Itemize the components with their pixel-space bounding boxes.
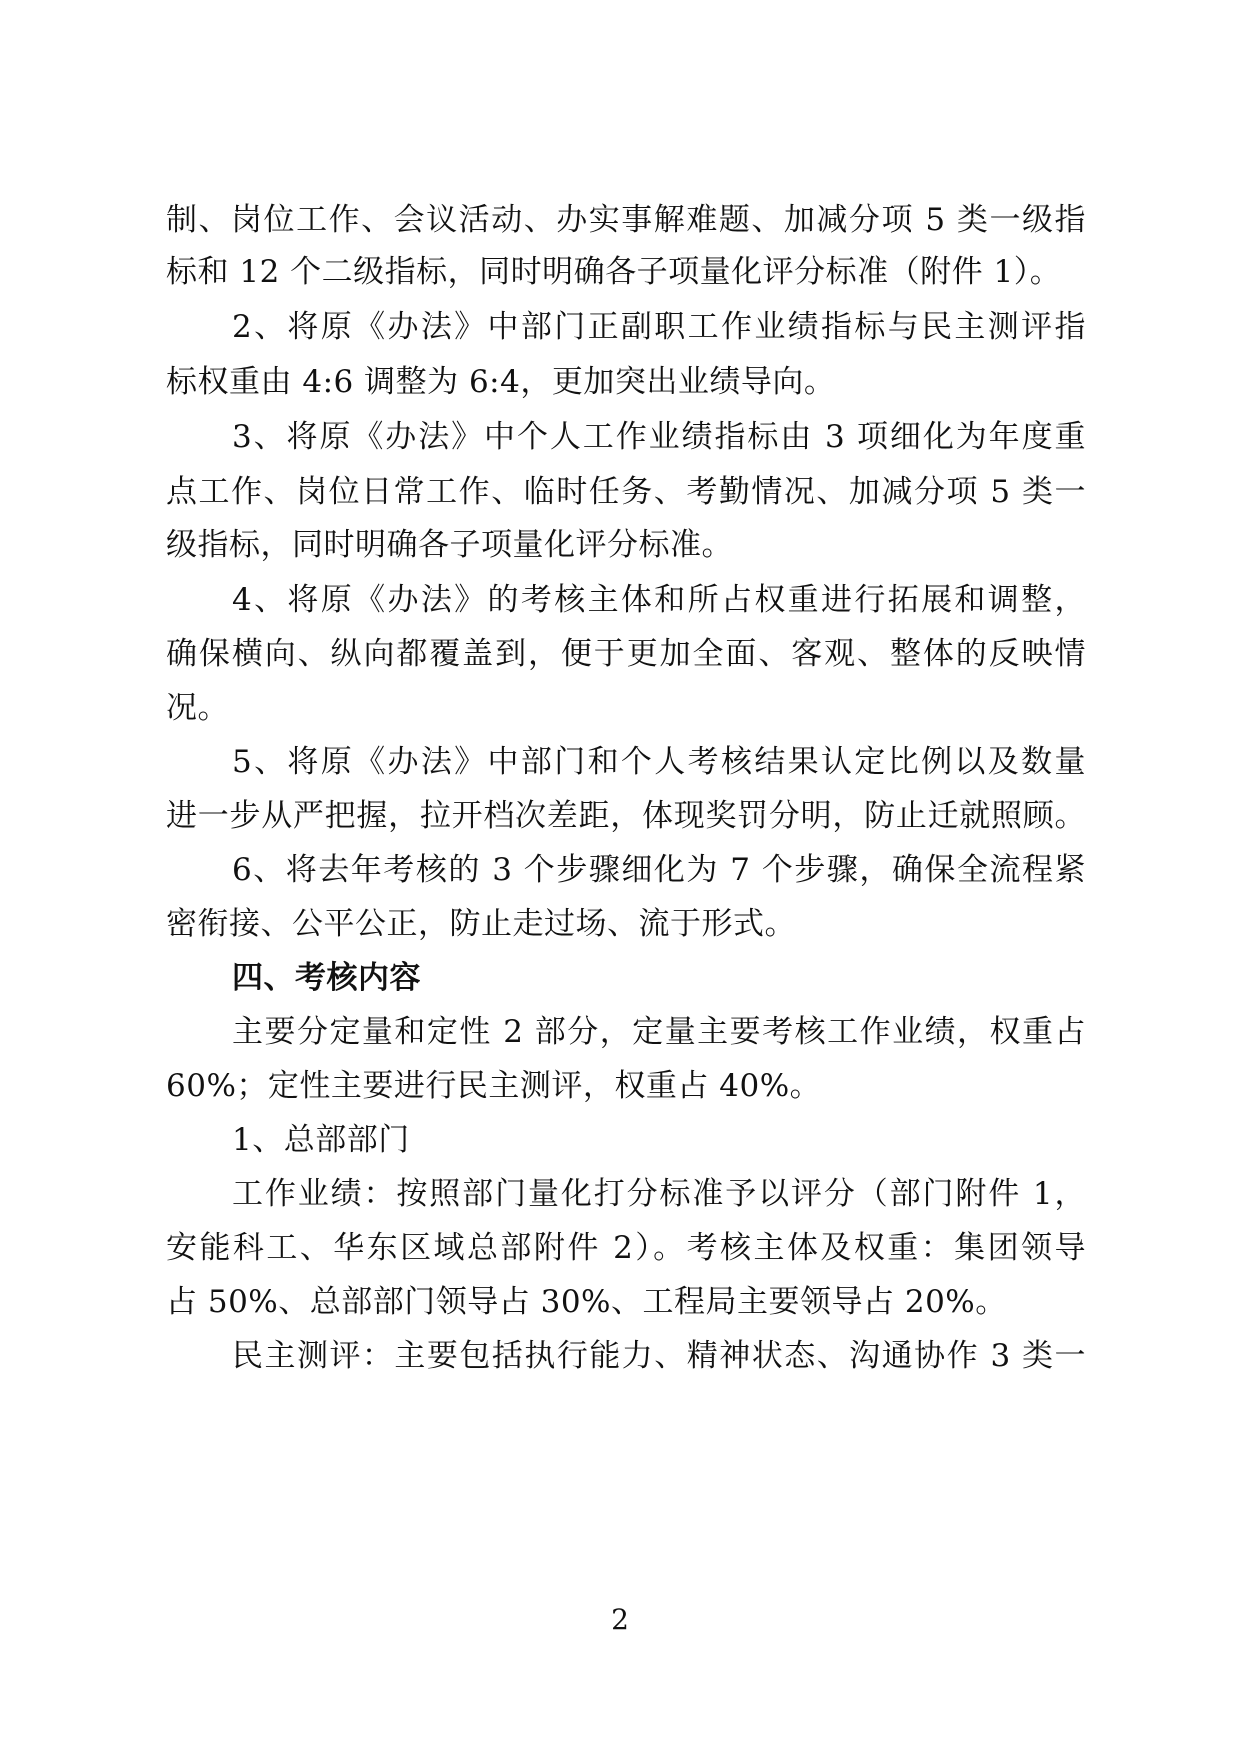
paragraph-line-with-label	[232, 1336, 1086, 1376]
paragraph-line: 级指标，同时明确各子项量化评分标准。	[166, 527, 733, 563]
paragraph-line: 安能科工、华东区域总部附件 2）。考核主体及权重：集团领导	[166, 1230, 1086, 1266]
subsection-heading: 1、总部部门	[232, 1122, 410, 1158]
paragraph-line: 密衔接、公平公正，防止走过场、流于形式。	[166, 906, 796, 942]
paragraph-line: 况。	[166, 690, 229, 726]
page-number: 2	[611, 1603, 629, 1636]
paragraph-line: 6、将去年考核的 3 个步骤细化为 7 个步骤，确保全流程紧	[232, 852, 1086, 888]
paragraph-line: 主要分定量和定性 2 部分，定量主要考核工作业绩，权重占	[232, 1014, 1086, 1050]
paragraph-line: 占 50%、总部部门领导占 30%、工程局主要领导占 20%。	[166, 1284, 1007, 1320]
section-heading: 四、考核内容	[232, 960, 421, 996]
paragraph-line: 点工作、岗位日常工作、临时任务、考勤情况、加减分项 5 类一	[166, 474, 1086, 510]
paragraph-line: 标和 12 个二级指标，同时明确各子项量化评分标准（附件 1）。	[166, 254, 1062, 290]
paragraph-line: 4、将原《办法》的考核主体和所占权重进行拓展和调整，	[232, 582, 1086, 618]
paragraph-line: 确保横向、纵向都覆盖到，便于更加全面、客观、整体的反映情	[166, 636, 1086, 672]
paragraph-line: 3、将原《办法》中个人工作业绩指标由 3 项细化为年度重	[232, 419, 1086, 455]
work-performance-label: 工作业绩：	[232, 1176, 397, 1212]
paragraph-line: 5、将原《办法》中部门和个人考核结果认定比例以及数量	[232, 744, 1086, 780]
paragraph-line: 标权重由 4:6 调整为 6:4，更加突出业绩导向。	[166, 364, 836, 400]
paragraph-line: 60%；定性主要进行民主测评，权重占 40%。	[166, 1068, 822, 1104]
democratic-review-label: 民主测评：	[232, 1338, 395, 1374]
paragraph-text: 主要包括执行能力、精神状态、沟通协作 3 类一	[394, 1338, 1086, 1374]
paragraph-line: 进一步从严把握，拉开档次差距，体现奖罚分明，防止迁就照顾。	[166, 798, 1086, 834]
paragraph-line: 2、将原《办法》中部门正副职工作业绩指标与民主测评指	[232, 309, 1086, 345]
paragraph-text: 按照部门量化打分标准予以评分（部门附件 1，	[396, 1176, 1087, 1212]
paragraph-line: 制、岗位工作、会议活动、办实事解难题、加减分项 5 类一级指	[166, 202, 1086, 238]
paragraph-line-with-label	[232, 1174, 1086, 1214]
